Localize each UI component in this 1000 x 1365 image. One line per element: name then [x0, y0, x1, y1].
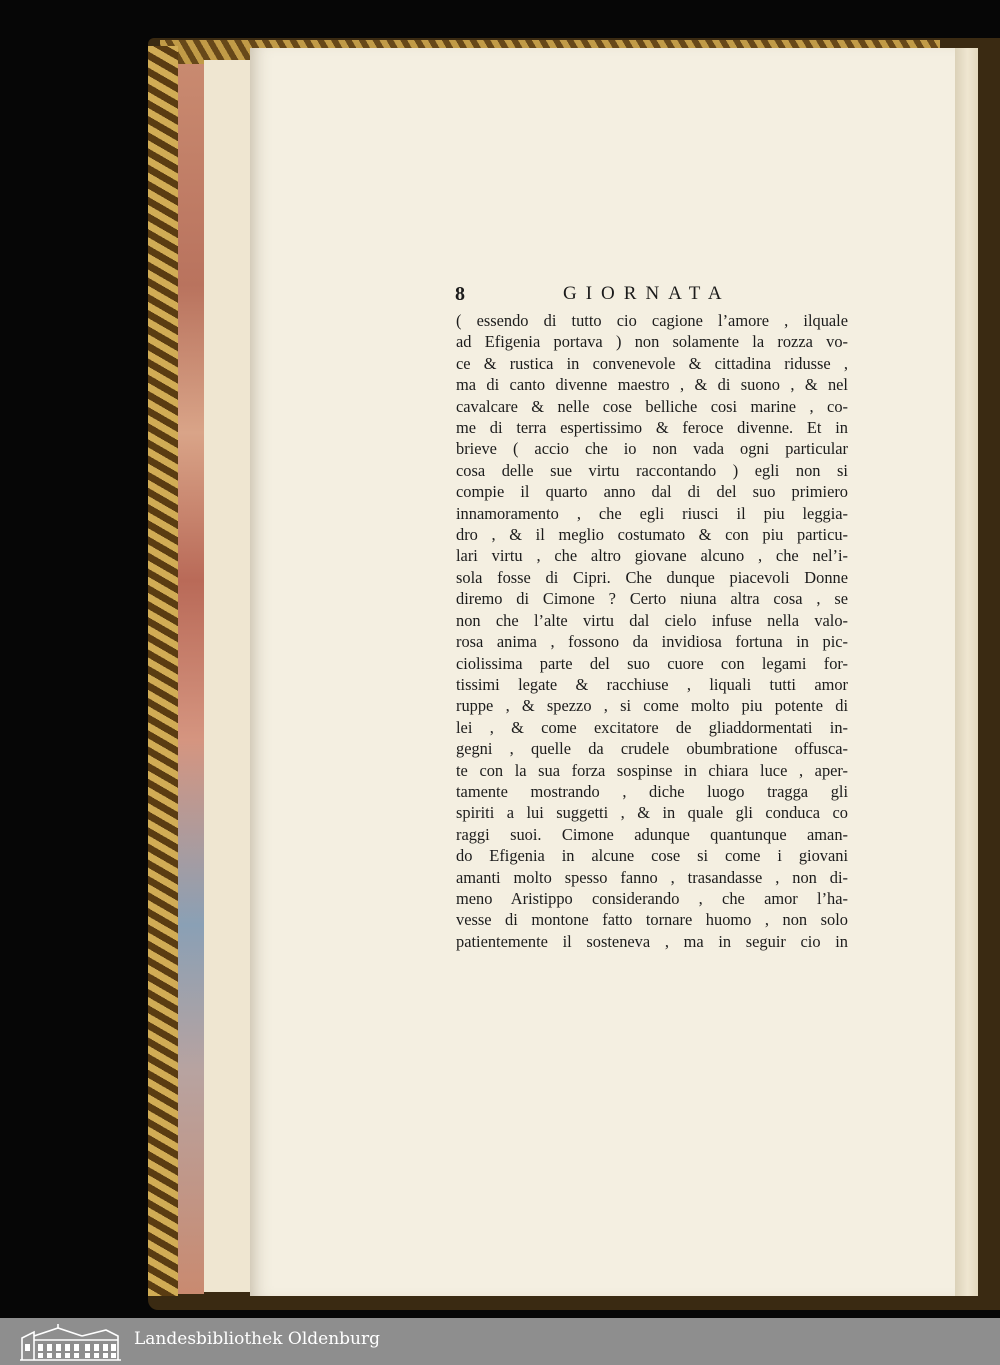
text-line: raggi suoi. Cimone adunque quantunque aman- — [456, 824, 848, 844]
body-text — [456, 310, 848, 952]
text-line: gegni , quelle da crudele obumbratione offusca- — [456, 739, 848, 759]
text-line: cosa delle sue virtu raccontando ) egli non si — [456, 460, 848, 480]
text-line: tissimi legate & racchiuse , liquali tutti amor — [456, 674, 848, 694]
text-line: ma di canto divenne maestro , & di suono , & nel — [456, 375, 848, 395]
page-number: 8 — [455, 283, 465, 305]
gilt-border-left — [148, 46, 178, 1296]
text-line: vesse di montone fatto tornare huomo , non solo — [456, 910, 848, 930]
text-line: ruppe , & spezzo , si come molto piu potente di — [456, 696, 848, 716]
text-line: ( essendo di tutto cio cagione l’amore , ilquale — [456, 311, 848, 330]
page-header — [455, 283, 755, 309]
text-line: compie il quarto anno dal di del suo primiero — [456, 482, 848, 502]
text-line: ce & rustica in convenevole & cittadina ridusse , — [456, 353, 848, 373]
marbled-edge — [178, 64, 204, 1294]
text-line: sola fosse di Cipri. Che dunque piacevoli Donne — [456, 567, 848, 587]
text-line: amanti molto spesso fanno , trasandasse , non di- — [456, 867, 848, 887]
text-line: lari virtu , che altro giovane alcuno , che nel’i- — [456, 546, 848, 566]
text-line: te con la sua forza sospinse in chiara luce , aper- — [456, 760, 848, 780]
library-name: Landesbibliothek Oldenburg — [134, 1329, 381, 1349]
text-line: meno Aristippo considerando , che amor l’ha- — [456, 888, 848, 908]
text-line: ad Efigenia portava ) non solamente la rozza vo- — [456, 332, 848, 352]
facing-page-edge — [952, 48, 978, 1296]
text-line: tamente mostrando , diche luogo tragga gli — [456, 781, 848, 801]
library-building-icon — [18, 1322, 123, 1362]
text-line: lei , & come excitatore de gliaddormentati in- — [456, 717, 848, 737]
text-line: non che l’alte virtu dal cielo infuse nella valo- — [456, 610, 848, 630]
text-line: ciolissima parte del suo cuore con legami for- — [456, 653, 848, 673]
text-line: rosa anima , fossono da invidiosa fortuna in pic- — [456, 632, 848, 652]
text-line: diremo di Cimone ? Certo niuna altra cosa , se — [456, 589, 848, 609]
running-head: GIORNATA — [563, 283, 731, 304]
text-line: cavalcare & nelle cose belliche cosi marine , co- — [456, 396, 848, 416]
text-line: dro , & il meglio costumato & con piu particu- — [456, 525, 848, 545]
text-line: patientemente il sosteneva , ma in seguir cio in — [456, 931, 848, 951]
text-line: spiriti a lui suggetti , & in quale gli conduca co — [456, 803, 848, 823]
text-line: me di terra espertissimo & feroce divenne. Et in — [456, 418, 848, 438]
text-line: innamoramento , che egli riusci il piu leggia- — [456, 503, 848, 523]
text-line: do Efigenia in alcune cose si come i giovani — [456, 846, 848, 866]
text-line: brieve ( accio che io non vada ogni particular — [456, 439, 848, 459]
footer-bar — [0, 1318, 1000, 1365]
